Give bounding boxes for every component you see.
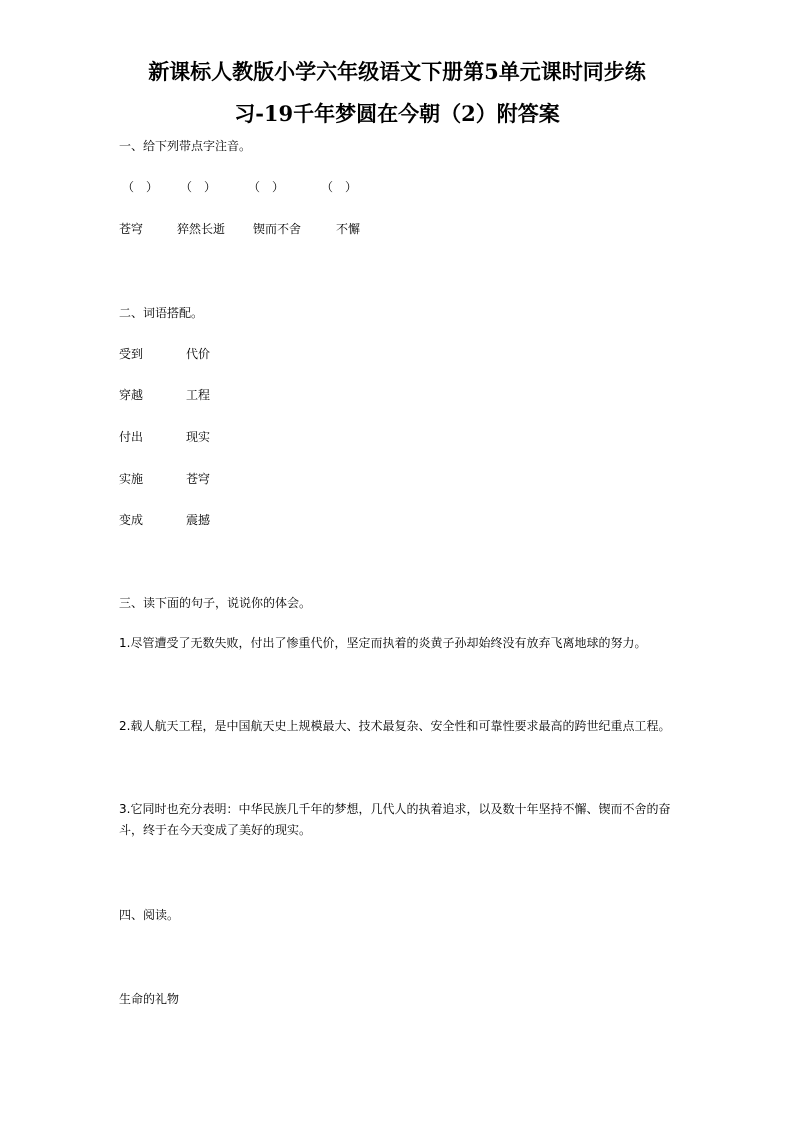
word-1: 苍穹 bbox=[119, 222, 144, 236]
section3-heading: 三、读下面的句子，说说你的体会。 bbox=[119, 596, 312, 610]
match-left-4: 实施 bbox=[119, 472, 144, 486]
pinyin-blank-2: （ ） bbox=[180, 180, 217, 194]
match-left-5: 变成 bbox=[119, 513, 144, 527]
doc-title-line1: 新课标人教版小学六年级语文下册第5单元课时同步练 bbox=[148, 59, 646, 84]
match-right-4: 苍穹 bbox=[186, 472, 211, 486]
match-right-2: 工程 bbox=[186, 388, 211, 402]
match-right-5: 震撼 bbox=[186, 513, 211, 527]
section1-heading: 一、给下列带点字注音。 bbox=[119, 139, 252, 153]
match-left-3: 付出 bbox=[119, 430, 144, 444]
section4-heading: 四、阅读。 bbox=[119, 908, 180, 922]
word-4: 不懈 bbox=[336, 222, 361, 236]
sentence-1: 1.尽管遭受了无数失败，付出了惨重代价，坚定而执着的炎黄子孙却始终没有放弃飞离地球的努力。 bbox=[119, 636, 647, 650]
pinyin-blank-1: （ ） bbox=[122, 180, 159, 194]
sentence-2: 2.载人航天工程，是中国航天史上规模最大、技术最复杂、安全性和可靠性要求最高的跨世纪重点工程。 bbox=[119, 719, 671, 733]
word-3: 锲而不舍 bbox=[253, 222, 302, 236]
match-left-1: 受到 bbox=[119, 347, 144, 361]
pinyin-blank-3: （ ） bbox=[248, 180, 285, 194]
match-right-1: 代价 bbox=[186, 347, 211, 361]
doc-title-line2: 习-19千年梦圆在今朝（2）附答案 bbox=[234, 101, 560, 126]
word-2: 猝然长逝 bbox=[177, 222, 226, 236]
passage-title: 生命的礼物 bbox=[119, 992, 180, 1006]
sentence-3: 3.它同时也充分表明：中华民族几千年的梦想，几代人的执着追求，以及数十年坚持不懈、锲而不舍的奋斗，终于在今天变成了美好的现实。 bbox=[119, 802, 671, 837]
section2-heading: 二、词语搭配。 bbox=[119, 306, 204, 320]
match-left-2: 穿越 bbox=[119, 388, 144, 402]
match-right-3: 现实 bbox=[186, 430, 211, 444]
pinyin-blank-4: （ ） bbox=[321, 180, 358, 194]
